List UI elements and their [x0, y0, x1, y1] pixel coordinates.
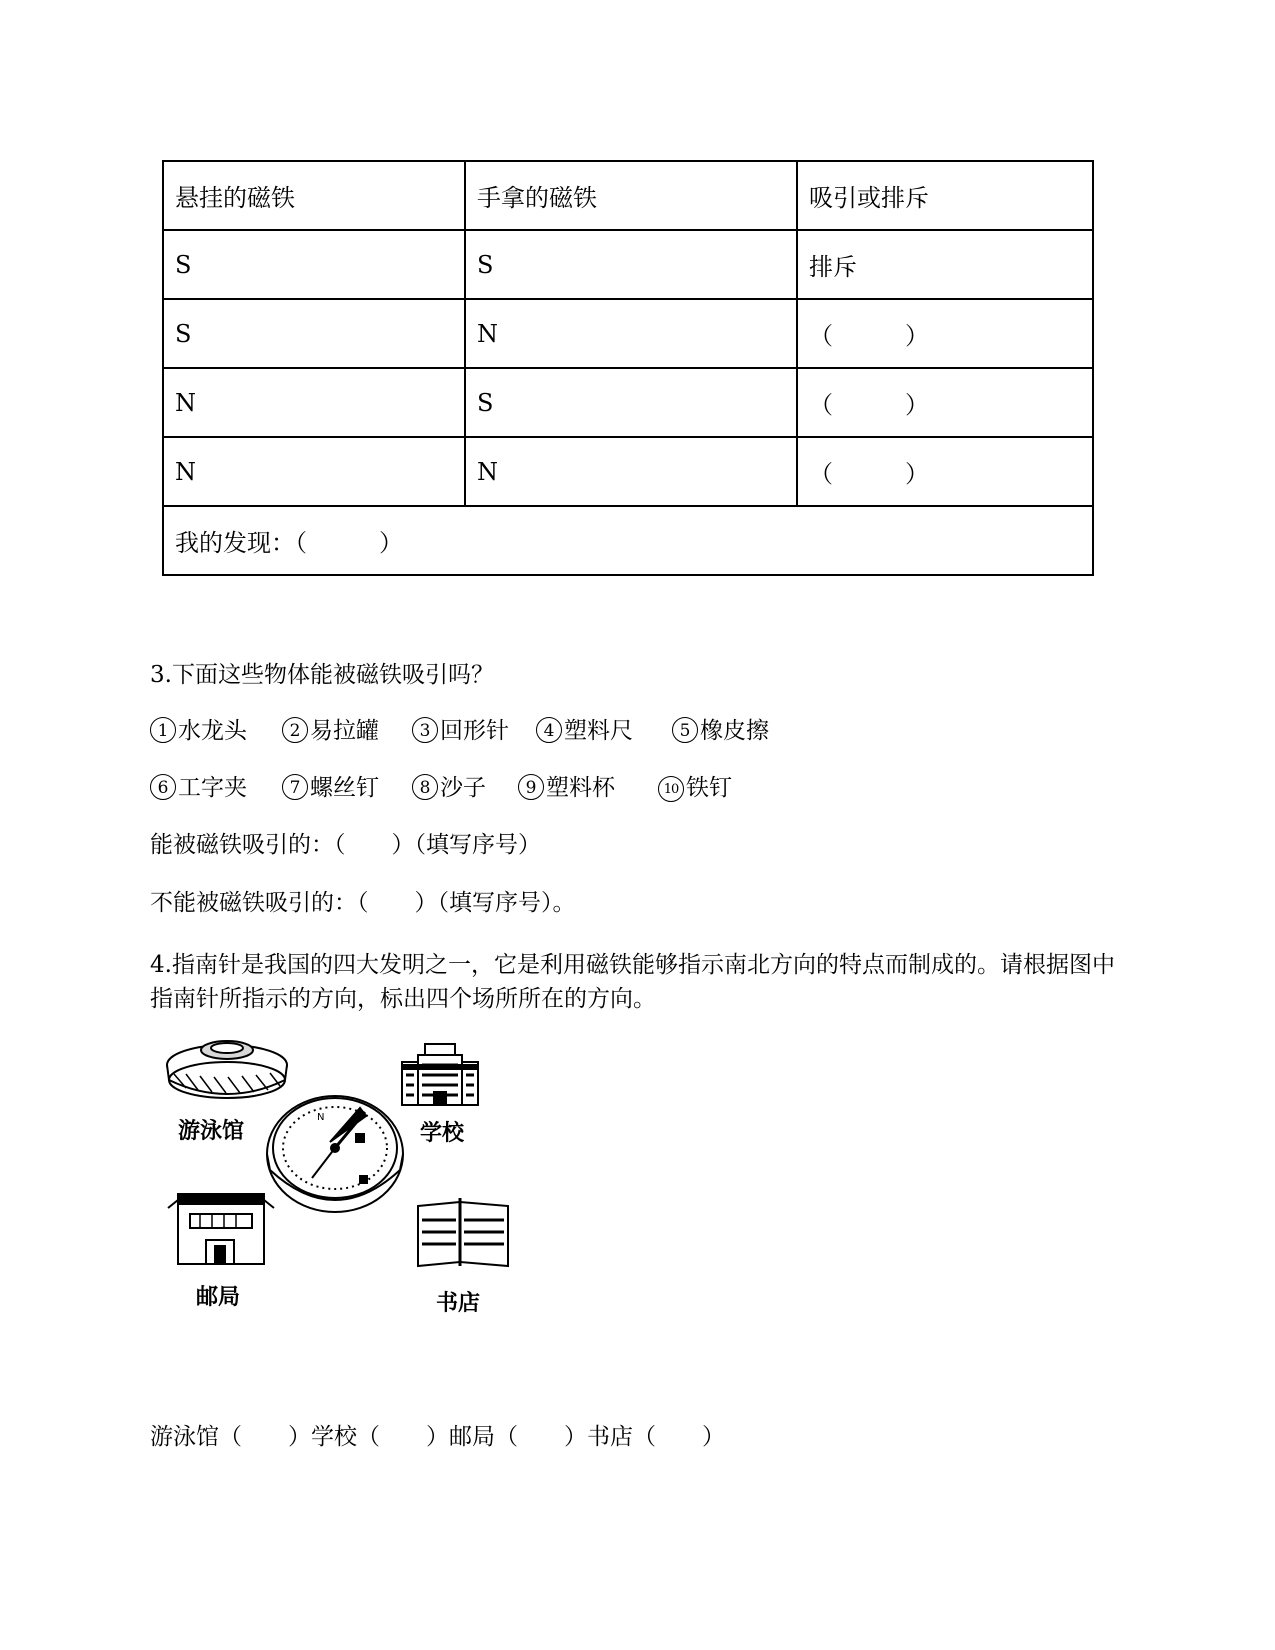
finding-row: [163, 506, 1093, 575]
attract-answer-line[interactable]: 能被磁铁吸引的：（ ）（填写序号）: [150, 832, 541, 858]
label-bookstore: 书店: [436, 1291, 481, 1316]
header-hanging-magnet: 悬挂的磁铁: [163, 161, 465, 230]
label-school: 学校: [420, 1121, 465, 1146]
label-swimming-pool: 游泳馆: [178, 1119, 245, 1144]
list-item: 8 沙子: [412, 769, 486, 802]
question-3-title: 3.下面这些物体能被磁铁吸引吗？: [150, 662, 494, 688]
label-post-office: 邮局: [196, 1285, 241, 1310]
table-cell: N: [465, 299, 797, 368]
list-item: 4 塑料尺: [536, 712, 633, 745]
compass-figure: [160, 1030, 550, 1375]
list-item: 5 橡皮擦: [672, 712, 769, 745]
swimming-pool-icon: [167, 1041, 287, 1098]
bookstore-icon: [418, 1198, 508, 1266]
school-icon: [402, 1044, 478, 1105]
magnet-table: [162, 160, 1094, 576]
table-cell: S: [163, 299, 465, 368]
table-row: [163, 437, 1093, 506]
not-attract-answer-line[interactable]: 不能被磁铁吸引的：（ ）（填写序号）。: [150, 890, 576, 916]
list-item: 10 铁钉: [658, 769, 732, 802]
question-4-title: 4.指南针是我国的四大发明之一，它是利用磁铁能够指示南北方向的特点而制成的。请根据图中指南针所指示的方向，标出四个场所所在的方向。: [150, 952, 1115, 1012]
table-header-row: [163, 161, 1093, 230]
post-office-icon: [168, 1194, 274, 1264]
table-cell: N: [163, 437, 465, 506]
header-attract-repel: 吸引或排斥: [797, 161, 1093, 230]
q3-items-row-2: [150, 769, 1050, 801]
table-cell: N: [163, 368, 465, 437]
list-item: 1 水龙头: [150, 712, 247, 745]
list-item: 6 工字夹: [150, 769, 247, 802]
q3-items-row-1: [150, 712, 1050, 744]
svg-text:N: N: [317, 1112, 325, 1123]
table-cell: 排斥: [797, 230, 1093, 299]
table-row: [163, 368, 1093, 437]
table-cell: S: [465, 230, 797, 299]
answer-blank[interactable]: （ ）: [797, 437, 1093, 506]
answer-blank[interactable]: （ ）: [797, 368, 1093, 437]
table-cell: S: [465, 368, 797, 437]
direction-answer-line[interactable]: 游泳馆（ ）学校（ ）邮局（ ）书店（ ）: [150, 1424, 725, 1450]
table-row: [163, 230, 1093, 299]
compass-figure-drawing: [160, 1030, 550, 1375]
list-item: 9 塑料杯: [518, 769, 615, 802]
answer-blank[interactable]: （ ）: [797, 299, 1093, 368]
compass-icon: [267, 1096, 403, 1212]
table-row: [163, 299, 1093, 368]
my-finding-blank[interactable]: 我的发现：（ ）: [163, 506, 1093, 575]
header-held-magnet: 手拿的磁铁: [465, 161, 797, 230]
list-item: 3 回形针: [412, 712, 509, 745]
table-cell: N: [465, 437, 797, 506]
list-item: 7 螺丝钉: [282, 769, 379, 802]
table-cell: S: [163, 230, 465, 299]
list-item: 2 易拉罐: [282, 712, 379, 745]
